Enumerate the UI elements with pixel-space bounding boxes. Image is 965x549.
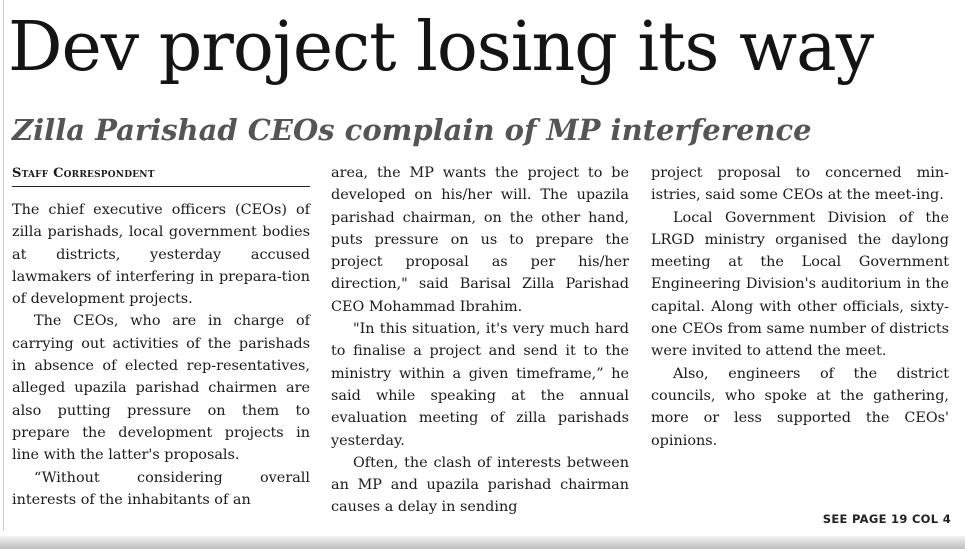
subheadline: Zilla Parishad CEOs complain of MP interference [12,113,812,147]
paragraph: Often, the clash of interests between an MP and upazila parishad chairman causes a delay in sending [331,454,629,516]
paragraph: The chief executive officers (CEOs) of zilla parishads, local government bodies at districts, yesterday accused lawmakers of interfering in prepara-tion of development projects. [12,202,310,308]
page-edge [3,0,4,530]
paragraph: The CEOs, who are in charge of carrying out activities of the parishads in absence of elected rep-resentatives, alleged upazila parishad chairmen are also putting pressure on them to prepare the development projects in line with the latter's proposals. [12,313,310,464]
byline: Staff Correspondent [12,164,310,187]
paragraph: "In this situation, it's very much hard to finalise a project and send it to the ministry within a given timeframe,” he said while speaking at the annual evaluation meeting of zilla parishads yesterday. [331,321,629,449]
paragraph: Also, engineers of the district councils, who spoke at the gathering, more or less supported the CEOs' opinions. [651,365,949,449]
page-bottom-edge [0,536,965,549]
article-column-3 [651,162,949,452]
paragraph: Local Government Division of the LRGD ministry organised the daylong meeting at the Local Government Engineering Division's auditorium in the capital. Along with other officials, sixty-one CEOs from same number of districts were invited to attend the meet. [651,209,949,360]
article-column-2 [331,162,629,519]
paragraph: project proposal to concerned min-istries, said some CEOs at the meet-ing. [651,165,949,204]
paragraph: area, the MP wants the project to be developed on his/her will. The upazila parishad chairman, on the other hand, puts pressure on us to prepare the project proposal as per his/her direction," said Barisal Zilla Parishad CEO Mohammad Ibrahim. [331,165,629,315]
headline: Dev project losing its way [8,8,874,87]
article-column-1 [12,199,310,511]
paragraph: “Without considering overall interests of the inhabitants of an [12,469,310,508]
continued-on-page-note: SEE PAGE 19 COL 4 [822,512,951,526]
